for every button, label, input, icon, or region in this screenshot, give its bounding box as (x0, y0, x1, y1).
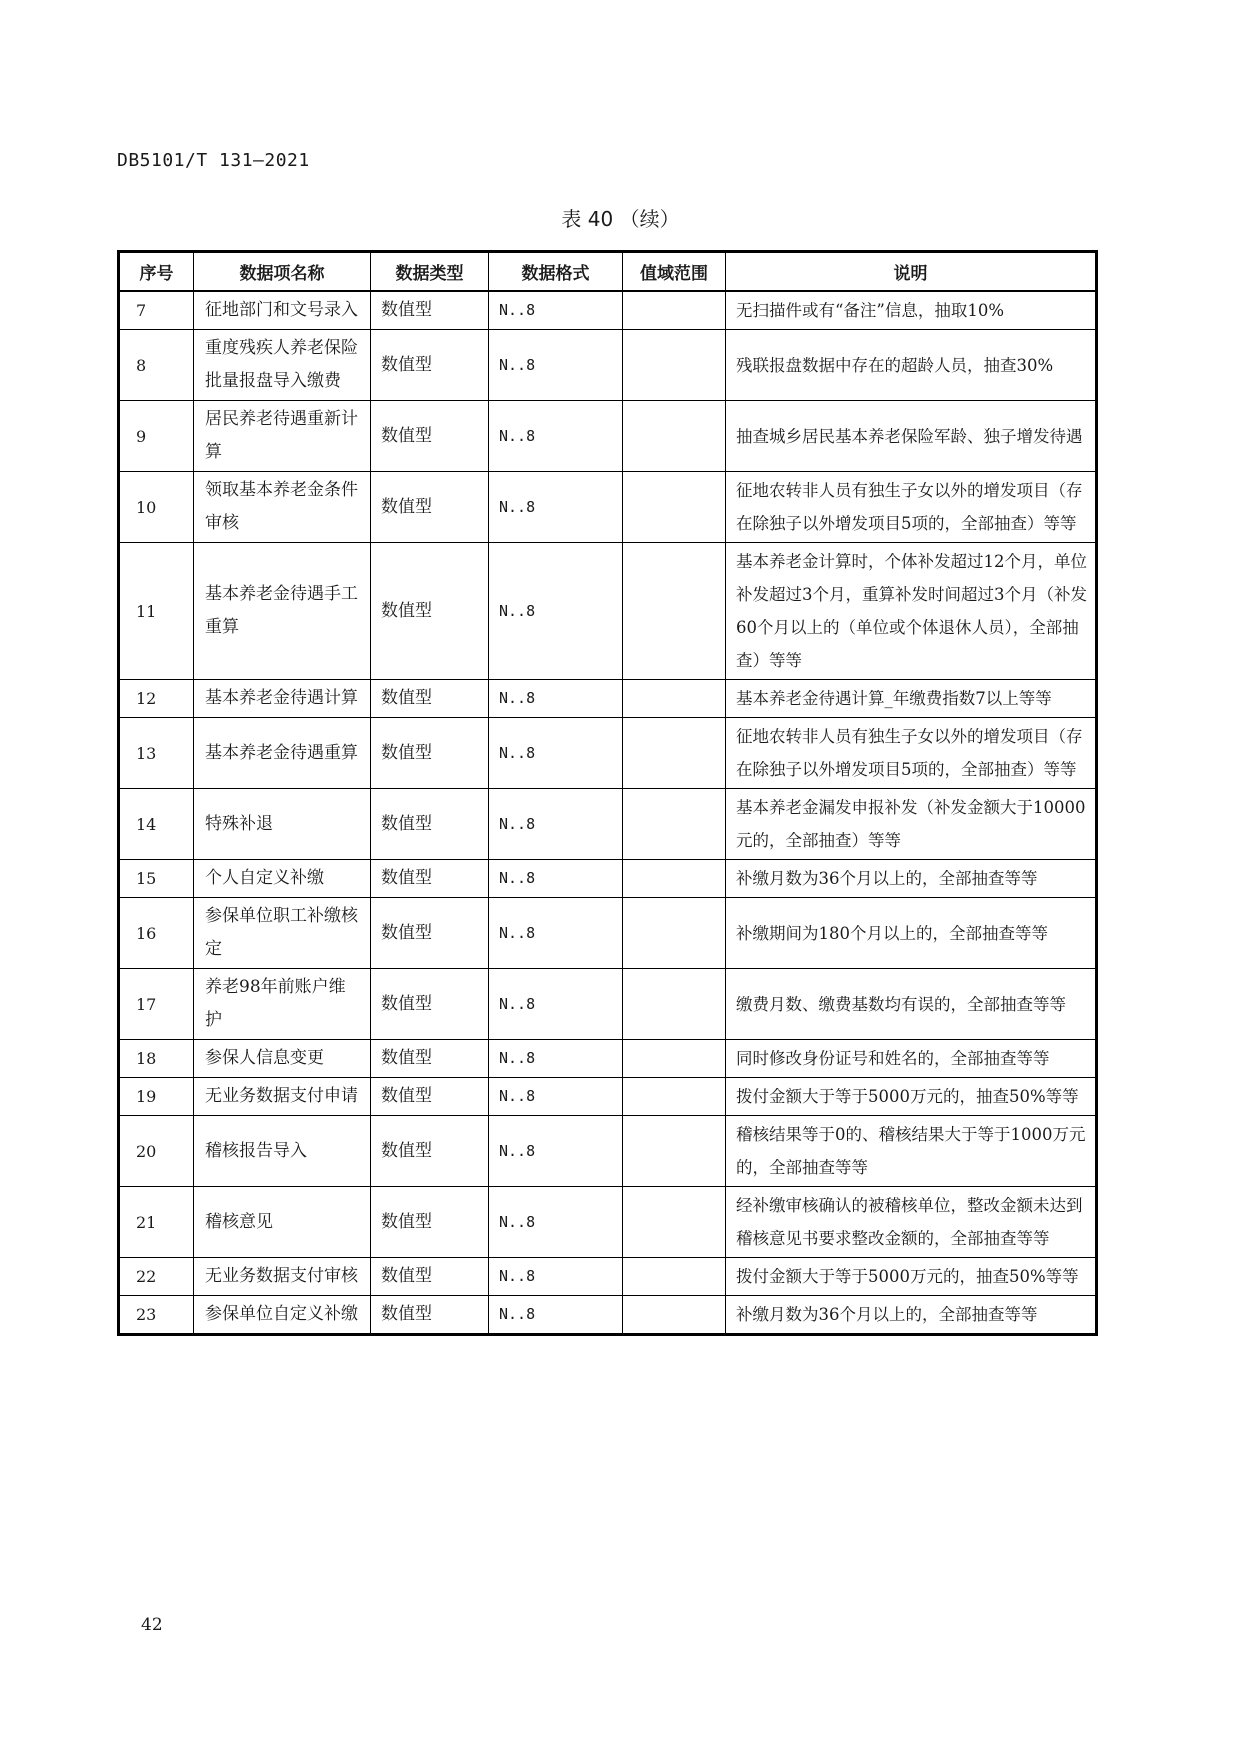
table-row (119, 789, 1097, 860)
row-data-type: 数值型 (371, 1296, 489, 1335)
row-item-name: 养老98年前账户维护 (194, 969, 371, 1040)
row-number: 11 (119, 543, 194, 680)
table-row (119, 860, 1097, 898)
row-data-type: 数值型 (371, 1078, 489, 1116)
row-value-range (623, 1078, 726, 1116)
table-row (119, 680, 1097, 718)
row-data-format: N..8 (489, 1040, 623, 1078)
row-description: 残联报盘数据中存在的超龄人员，抽查30% (726, 330, 1097, 401)
table-row (119, 718, 1097, 789)
column-header-name: 数据项名称 (194, 252, 371, 292)
column-header-desc: 说明 (726, 252, 1097, 292)
row-number: 16 (119, 898, 194, 969)
row-data-format: N..8 (489, 1296, 623, 1335)
row-value-range (623, 401, 726, 472)
column-header-format: 数据格式 (489, 252, 623, 292)
row-item-name: 特殊补退 (194, 789, 371, 860)
row-description: 抽查城乡居民基本养老保险军龄、独子增发待遇 (726, 401, 1097, 472)
row-description: 稽核结果等于0的、稽核结果大于等于1000万元的，全部抽查等等 (726, 1116, 1097, 1187)
row-description: 缴费月数、缴费基数均有误的，全部抽查等等 (726, 969, 1097, 1040)
row-number: 20 (119, 1116, 194, 1187)
row-item-name: 基本养老金待遇重算 (194, 718, 371, 789)
row-item-name: 领取基本养老金条件审核 (194, 472, 371, 543)
row-item-name: 基本养老金待遇手工重算 (194, 543, 371, 680)
row-value-range (623, 1040, 726, 1078)
row-data-type: 数值型 (371, 1258, 489, 1296)
row-number: 17 (119, 969, 194, 1040)
row-number: 19 (119, 1078, 194, 1116)
row-value-range (623, 472, 726, 543)
row-data-format: N..8 (489, 1078, 623, 1116)
row-description: 基本养老金漏发申报补发（补发金额大于10000元的，全部抽查）等等 (726, 789, 1097, 860)
table-row (119, 1040, 1097, 1078)
row-description: 补缴期间为180个月以上的，全部抽查等等 (726, 898, 1097, 969)
row-item-name: 参保单位自定义补缴 (194, 1296, 371, 1335)
row-description: 拨付金额大于等于5000万元的，抽查50%等等 (726, 1078, 1097, 1116)
page-number: 42 (141, 1615, 163, 1635)
row-number: 18 (119, 1040, 194, 1078)
table-row (119, 898, 1097, 969)
row-number: 7 (119, 291, 194, 330)
table-row (119, 1296, 1097, 1335)
row-data-format: N..8 (489, 898, 623, 969)
table-row (119, 543, 1097, 680)
row-value-range (623, 860, 726, 898)
row-description: 补缴月数为36个月以上的，全部抽查等等 (726, 1296, 1097, 1335)
row-item-name: 参保单位职工补缴核定 (194, 898, 371, 969)
row-data-type: 数值型 (371, 291, 489, 330)
row-data-format: N..8 (489, 291, 623, 330)
row-data-type: 数值型 (371, 1116, 489, 1187)
row-number: 23 (119, 1296, 194, 1335)
row-data-format: N..8 (489, 789, 623, 860)
row-data-format: N..8 (489, 330, 623, 401)
table-row (119, 401, 1097, 472)
row-item-name: 征地部门和文号录入 (194, 291, 371, 330)
row-item-name: 无业务数据支付申请 (194, 1078, 371, 1116)
row-description: 经补缴审核确认的被稽核单位，整改金额未达到稽核意见书要求整改金额的，全部抽查等等 (726, 1187, 1097, 1258)
document-id: DB5101/T 131—2021 (117, 150, 310, 171)
row-data-type: 数值型 (371, 543, 489, 680)
row-number: 22 (119, 1258, 194, 1296)
row-value-range (623, 1258, 726, 1296)
row-data-type: 数值型 (371, 1187, 489, 1258)
row-description: 拨付金额大于等于5000万元的，抽查50%等等 (726, 1258, 1097, 1296)
column-header-no: 序号 (119, 252, 194, 292)
row-number: 8 (119, 330, 194, 401)
row-value-range (623, 1116, 726, 1187)
table-row (119, 969, 1097, 1040)
row-description: 基本养老金计算时，个体补发超过12个月，单位补发超过3个月，重算补发时间超过3个月（补发60个月以上的（单位或个体退休人员），全部抽查）等等 (726, 543, 1097, 680)
column-header-type: 数据类型 (371, 252, 489, 292)
row-item-name: 稽核报告导入 (194, 1116, 371, 1187)
row-data-type: 数值型 (371, 1040, 489, 1078)
column-header-range: 值域范围 (623, 252, 726, 292)
row-data-type: 数值型 (371, 718, 489, 789)
table-body (119, 291, 1097, 1335)
table-caption: 表 40 （续） (561, 207, 680, 231)
row-value-range (623, 291, 726, 330)
table-row (119, 330, 1097, 401)
row-value-range (623, 969, 726, 1040)
row-number: 12 (119, 680, 194, 718)
table-header-row (119, 252, 1097, 292)
row-number: 9 (119, 401, 194, 472)
row-data-format: N..8 (489, 401, 623, 472)
row-data-type: 数值型 (371, 401, 489, 472)
row-description: 无扫描件或有“备注”信息，抽取10% (726, 291, 1097, 330)
row-description: 同时修改身份证号和姓名的，全部抽查等等 (726, 1040, 1097, 1078)
table-row (119, 291, 1097, 330)
row-item-name: 重度残疾人养老保险批量报盘导入缴费 (194, 330, 371, 401)
row-value-range (623, 1296, 726, 1335)
table-row (119, 1187, 1097, 1258)
row-data-type: 数值型 (371, 898, 489, 969)
row-item-name: 基本养老金待遇计算 (194, 680, 371, 718)
row-description: 基本养老金待遇计算_年缴费指数7以上等等 (726, 680, 1097, 718)
row-data-format: N..8 (489, 543, 623, 680)
row-data-type: 数值型 (371, 789, 489, 860)
row-data-format: N..8 (489, 472, 623, 543)
data-table (117, 250, 1098, 1336)
row-data-format: N..8 (489, 1116, 623, 1187)
row-data-type: 数值型 (371, 680, 489, 718)
row-item-name: 无业务数据支付审核 (194, 1258, 371, 1296)
row-data-format: N..8 (489, 1187, 623, 1258)
row-value-range (623, 898, 726, 969)
row-data-type: 数值型 (371, 969, 489, 1040)
row-number: 10 (119, 472, 194, 543)
row-data-format: N..8 (489, 1258, 623, 1296)
row-description: 补缴月数为36个月以上的，全部抽查等等 (726, 860, 1097, 898)
row-data-format: N..8 (489, 680, 623, 718)
table-row (119, 472, 1097, 543)
row-data-format: N..8 (489, 860, 623, 898)
table-row (119, 1258, 1097, 1296)
row-number: 15 (119, 860, 194, 898)
row-item-name: 居民养老待遇重新计算 (194, 401, 371, 472)
table-row (119, 1078, 1097, 1116)
row-data-type: 数值型 (371, 472, 489, 543)
row-value-range (623, 543, 726, 680)
row-data-type: 数值型 (371, 330, 489, 401)
row-item-name: 稽核意见 (194, 1187, 371, 1258)
row-description: 征地农转非人员有独生子女以外的增发项目（存在除独子以外增发项目5项的，全部抽查）等等 (726, 718, 1097, 789)
row-number: 21 (119, 1187, 194, 1258)
row-item-name: 参保人信息变更 (194, 1040, 371, 1078)
row-number: 14 (119, 789, 194, 860)
row-value-range (623, 718, 726, 789)
row-value-range (623, 1187, 726, 1258)
row-data-type: 数值型 (371, 860, 489, 898)
row-value-range (623, 330, 726, 401)
table-row (119, 1116, 1097, 1187)
row-number: 13 (119, 718, 194, 789)
row-description: 征地农转非人员有独生子女以外的增发项目（存在除独子以外增发项目5项的，全部抽查）等等 (726, 472, 1097, 543)
row-value-range (623, 789, 726, 860)
row-data-format: N..8 (489, 718, 623, 789)
row-item-name: 个人自定义补缴 (194, 860, 371, 898)
row-data-format: N..8 (489, 969, 623, 1040)
row-value-range (623, 680, 726, 718)
